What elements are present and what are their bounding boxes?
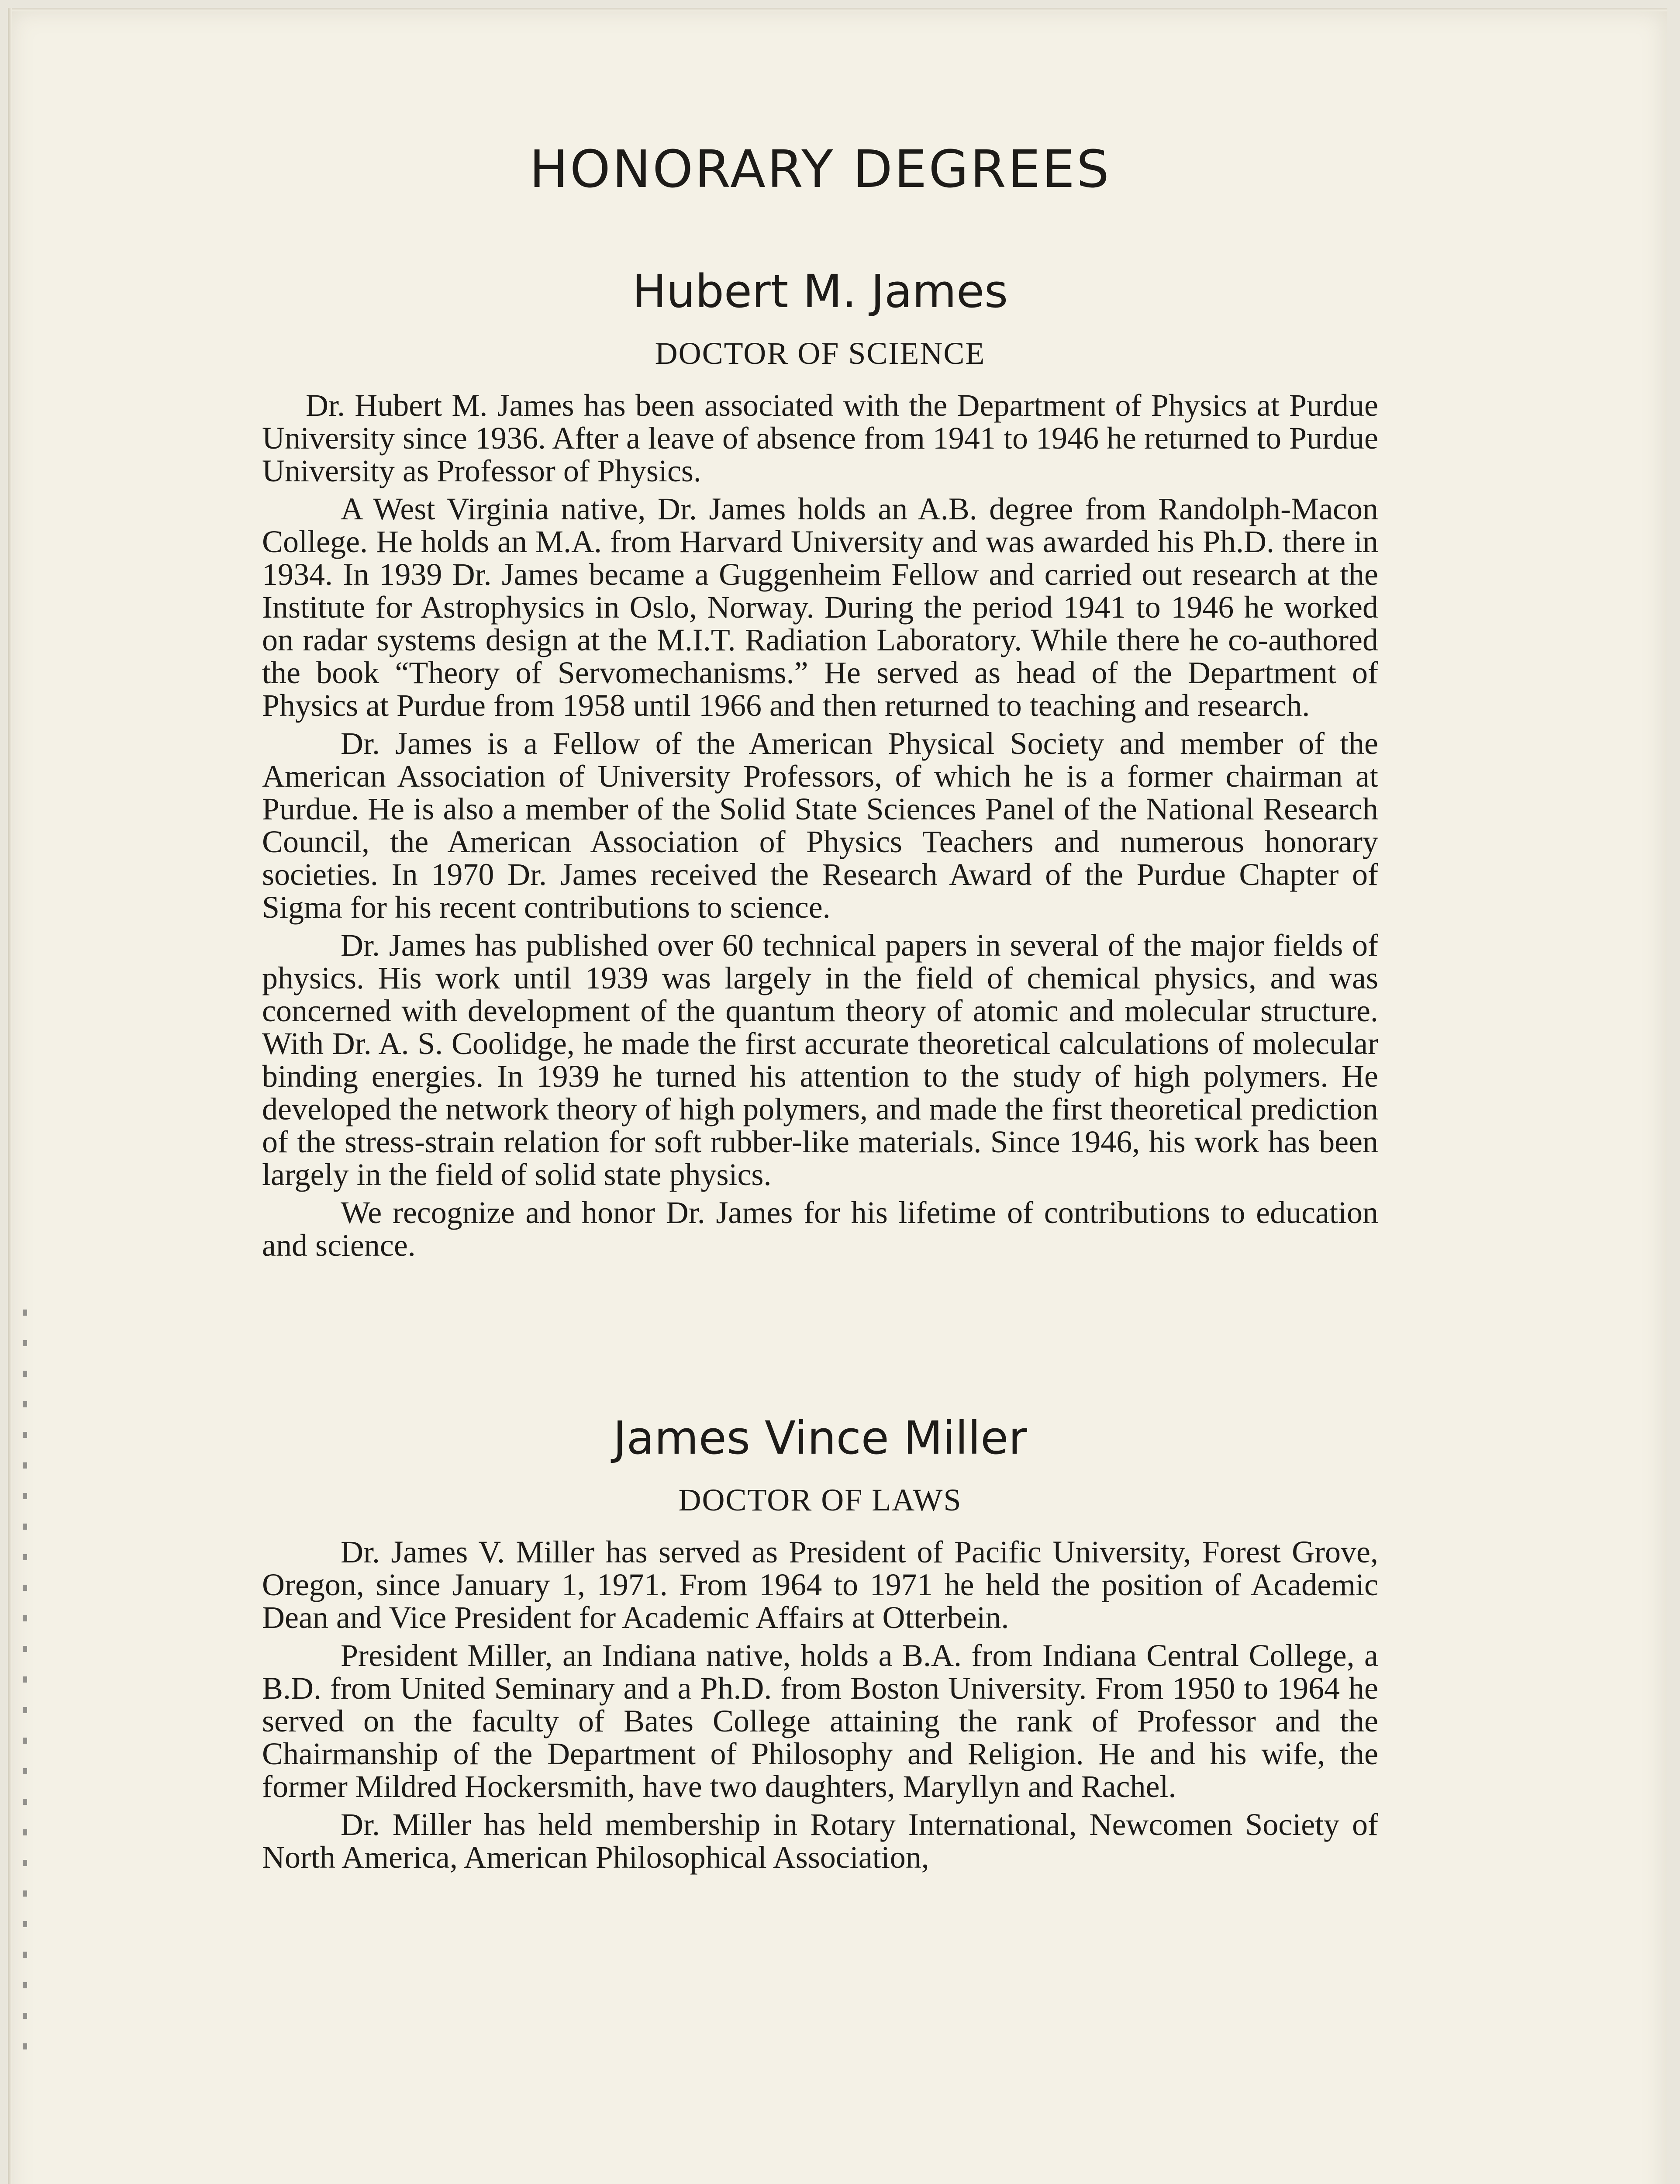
honoree-section-miller xyxy=(262,1411,1378,1874)
page-content xyxy=(262,139,1378,1879)
section-spacer xyxy=(262,1267,1378,1411)
paragraph: Dr. Hubert M. James has been associated with the Department of Physics at Purdue University since 1936. After a leave of absence from 1941 to 1946 he returned to Purdue University as Professor of Physics. xyxy=(262,388,1378,488)
honoree-section-james xyxy=(262,265,1378,1262)
page-title: HONORARY DEGREES xyxy=(529,139,1111,199)
page-edge-left xyxy=(8,8,12,2184)
honoree-name: Hubert M. James xyxy=(632,265,1008,318)
degree-title: DOCTOR OF LAWS xyxy=(678,1482,962,1517)
paragraph: A West Virginia native, Dr. James holds an A.B. degree from Randolph-Macon College. He holds an M.A. from Harvard University and was awarded his Ph.D. there in 1934. In 1939 Dr. James became a Guggenheim Fellow and carried out research at the Institute for Astrophysics in Oslo, Norway. During the period 1941 to 1946 he worked on radar systems design at the M.I.T. Radiation Laboratory. While there he co-authored the book “Theory of Servomechanisms.” He served as head of the Department of Physics at Purdue from 1958 until 1966 and then returned to teaching and research. xyxy=(262,491,1378,723)
binding-marks xyxy=(23,1310,27,2052)
document-page xyxy=(8,8,1667,2184)
paragraph: Dr. James V. Miller has served as President of Pacific University, Forest Grove, Oregon, since January 1, 1971. From 1964 to 1971 he held the position of Academic Dean and Vice President for Academic Affairs at Otterbein. xyxy=(262,1534,1378,1635)
paragraph: We recognize and honor Dr. James for his lifetime of contributions to education and science. xyxy=(262,1195,1378,1263)
honoree-name: James Vince Miller xyxy=(613,1411,1027,1465)
paragraph: Dr. Miller has held membership in Rotary International, Newcomen Society of North America, American Philosophical Association, xyxy=(262,1807,1378,1875)
paragraph: Dr. James is a Fellow of the American Physical Society and member of the American Association of University Professors, of which he is a former chairman at Purdue. He is also a member of the Solid State Sciences Panel of the National Research Council, the American Association of Physics Teachers and numerous honorary societies. In 1970 Dr. James received the Research Award of the Purdue Chapter of Sigma for his recent contributions to science. xyxy=(262,726,1378,925)
page-edge-top xyxy=(8,8,1667,11)
degree-title: DOCTOR OF SCIENCE xyxy=(655,336,986,371)
paragraph: President Miller, an Indiana native, holds a B.A. from Indiana Central College, a B.D. from United Seminary and a Ph.D. from Boston University. From 1950 to 1964 he served on the faculty of Bates College attaining the rank of Professor and the Chairmanship of the Department of Philosophy and Religion. He and his wife, the former Mildred Hockersmith, have two daughters, Maryllyn and Rachel. xyxy=(262,1638,1378,1804)
paragraph: Dr. James has published over 60 technical papers in several of the major fields of physics. His work until 1939 was largely in the field of chemical physics, and was concerned with development of the quantum theory of atomic and molecular structure. With Dr. A. S. Coolidge, he made the first accurate theoretical calculations of molecular binding energies. In 1939 he turned his attention to the study of high polymers. He developed the network theory of high polymers, and made the first theoretical prediction of the stress-strain relation for soft rubber-like materials. Since 1946, his work has been largely in the field of solid state physics. xyxy=(262,928,1378,1192)
